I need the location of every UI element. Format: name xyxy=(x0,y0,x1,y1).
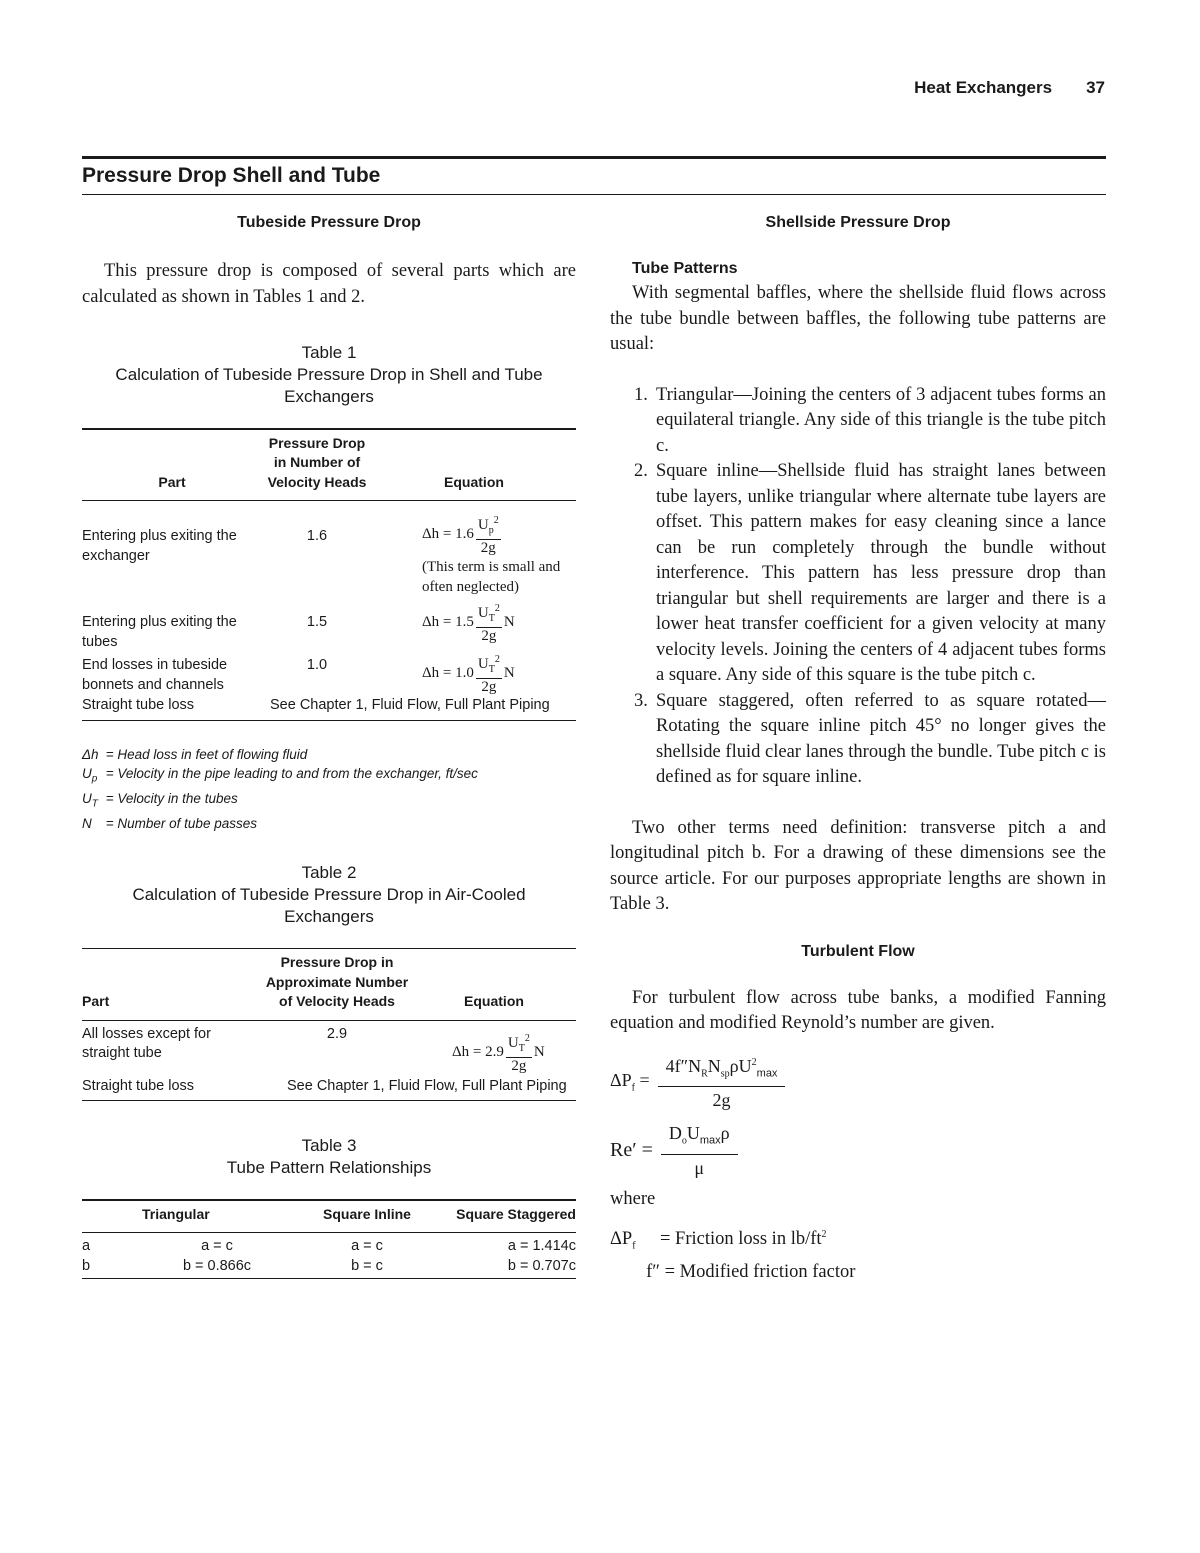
right-column xyxy=(610,214,1106,1285)
table1-row1-equation: Δh = 1.6 $\frac{U_p^2}{2g}$ (This term is small and often neglected) xyxy=(372,501,576,598)
table2-header-part: Part xyxy=(82,949,262,1020)
table-row xyxy=(82,597,576,652)
section-title: Pressure Drop Shell and Tube xyxy=(82,164,381,187)
turbulent-heading: Turbulent Flow xyxy=(801,942,915,960)
table1-row2-part: Entering plus exiting the tubes xyxy=(82,614,237,650)
table2-row1-equation: Δh = 2.9 $\frac{U_T^2}{2g}$ N xyxy=(452,1032,545,1074)
table3-header-staggered: Square Staggered xyxy=(442,1201,576,1233)
table1-notes xyxy=(82,745,576,834)
table-row xyxy=(82,1020,576,1075)
note-line: Δh = Head loss in feet of flowing fluid xyxy=(82,746,308,762)
reynolds-equation: Re′ = $\frac{D_oU_{max}\rho}{\mu}$ xyxy=(610,1121,1106,1181)
where-label: where xyxy=(610,1188,656,1209)
tubeside-heading: Tubeside Pressure Drop xyxy=(237,214,421,231)
table2-caption: Calculation of Tubeside Pressure Drop in Air-Cooled Exchangers xyxy=(132,884,526,926)
table1 xyxy=(82,430,576,721)
table-row xyxy=(82,1257,576,1279)
table3-row-label: a xyxy=(82,1238,91,1255)
table2-label: Table 2 xyxy=(301,862,357,882)
definition-paragraph: Two other terms need definition: transverse pitch a and longitudinal pitch b. For a drawing of these dimensions see the source article. For our purposes appropriate lengths are shown in Table 3. xyxy=(610,817,1106,914)
table1-label: Table 1 xyxy=(301,343,357,362)
note-line: $U_p$ = Velocity in the pipe leading to and from the exchanger, ft/sec xyxy=(82,766,478,785)
tube-patterns-heading: Tube Patterns xyxy=(632,260,738,277)
table-row xyxy=(82,1233,576,1257)
table3-cell: b = 0.707c xyxy=(442,1257,576,1279)
table3-cell: b = c xyxy=(292,1257,442,1279)
table-row xyxy=(82,652,576,696)
list-item: 2. Square inline—Shellside fluid has straight lanes between tube layers, unlike triangular where alternate tube layers are offset. This pattern makes for easy cleaning since a lance can be run completely through the bundle without interference. This pattern has less pressure drop than triangular but shell requirements are larger and there is a lower heat transfer coefficient for a given velocity at many velocity levels. Joining the centers of 4 adjacent tubes forms a square. Any side of this square is the tube pitch c. xyxy=(634,461,1106,685)
table2-row2-span: See Chapter 1, Fluid Flow, Full Plant Piping xyxy=(262,1075,576,1101)
table2 xyxy=(82,949,576,1101)
table3-header-blank xyxy=(82,1201,142,1233)
list-item: 1. Triangular—Joining the centers of 3 adjacent tubes forms an equilateral triangle. Any side of this triangle is the tube pitch c. xyxy=(634,384,1106,456)
table2-row1-part: All losses except for straight tube xyxy=(82,1025,211,1062)
table3-cell: b = 0.866c xyxy=(142,1257,292,1279)
definition-line: $\Delta P_f$ = Friction loss in $lb/ft^2$ xyxy=(610,1229,827,1253)
table1-row2-value: 1.5 xyxy=(306,614,328,630)
note-line: N = Number of tube passes xyxy=(82,816,257,832)
table1-row2-equation: Δh = 1.5 $\frac{U_T^2}{2g}$ N xyxy=(422,603,515,644)
table3-cell: a = c xyxy=(201,1238,233,1255)
table-row xyxy=(82,501,576,598)
table1-row3-value: 1.0 xyxy=(306,657,328,673)
table-row xyxy=(82,1075,576,1101)
table1-row3-equation: Δh = 1.0 $\frac{U_T^2}{2g}$ N xyxy=(422,654,515,695)
table3-header-triangular: Triangular xyxy=(142,1201,292,1233)
table1-header-equation: Equation xyxy=(372,430,576,501)
table1-row4-span: See Chapter 1, Fluid Flow, Full Plant Piping xyxy=(262,696,576,720)
table1-header-drop: Pressure Drop in Number of Velocity Heads xyxy=(262,430,372,501)
table-row xyxy=(82,696,576,720)
table3-cell: a = 1.414c xyxy=(507,1238,576,1255)
section-rule xyxy=(82,194,1106,195)
fanning-equation: $\Delta P_f$ = $\frac{4f''N_RN_{sp}\rho U^2_{max}}{2g}$ xyxy=(610,1051,1106,1114)
table3-caption: Tube Pattern Relationships xyxy=(226,1158,432,1178)
table1-header-part: Part xyxy=(82,430,262,501)
turbulent-text: For turbulent flow across tube banks, a modified Fanning equation and modified Reynold’s number are given. xyxy=(610,987,1106,1033)
table1-row1-note: (This term is small and often neglected) xyxy=(422,559,561,595)
table1-row3-part: End losses in tubeside bonnets and channels xyxy=(82,657,228,693)
table3-label: Table 3 xyxy=(301,1136,357,1156)
page-number: 37 xyxy=(1086,78,1105,97)
table3 xyxy=(82,1201,576,1280)
definitions xyxy=(610,1222,1106,1285)
top-rule xyxy=(82,156,1106,159)
table3-row-label: b xyxy=(82,1257,142,1279)
shellside-heading: Shellside Pressure Drop xyxy=(765,214,951,231)
table1-row1-part: Entering plus exiting the exchanger xyxy=(82,528,237,564)
table3-header-inline: Square Inline xyxy=(292,1201,442,1233)
table2-row1-value: 2.9 xyxy=(326,1025,348,1042)
note-line: $U_T$ = Velocity in the tubes xyxy=(82,791,238,810)
running-head xyxy=(914,78,1105,98)
table1-row4-part: Straight tube loss xyxy=(82,696,262,720)
tubeside-intro: This pressure drop is composed of several parts which are calculated as shown in Tables 1 and 2. xyxy=(82,261,576,307)
tube-patterns-text: With segmental baffles, where the shellside fluid flows across the tube bundle between baffles, the following tube patterns are usual: xyxy=(610,283,1106,354)
table2-row2-part: Straight tube loss xyxy=(82,1075,262,1101)
tube-pattern-list xyxy=(610,383,1106,791)
list-item: 3. Square staggered, often referred to as square rotated—Rotating the square inline pitch 45° no longer gives the shellside fluid clear lanes through the bundle. Tube pitch c is defined as for square inline. xyxy=(634,690,1106,787)
table2-header-drop: Pressure Drop in Approximate Number of Velocity Heads xyxy=(262,949,412,1020)
table1-row1-value: 1.6 xyxy=(306,528,328,544)
running-title: Heat Exchangers xyxy=(914,78,1053,97)
definition-line: f″ = Modified friction factor xyxy=(646,1261,856,1282)
table2-header-equation: Equation xyxy=(412,949,576,1020)
table1-caption: Calculation of Tubeside Pressure Drop in Shell and Tube Exchangers xyxy=(115,365,543,406)
left-column xyxy=(82,214,576,1279)
table3-cell: a = c xyxy=(351,1238,383,1255)
